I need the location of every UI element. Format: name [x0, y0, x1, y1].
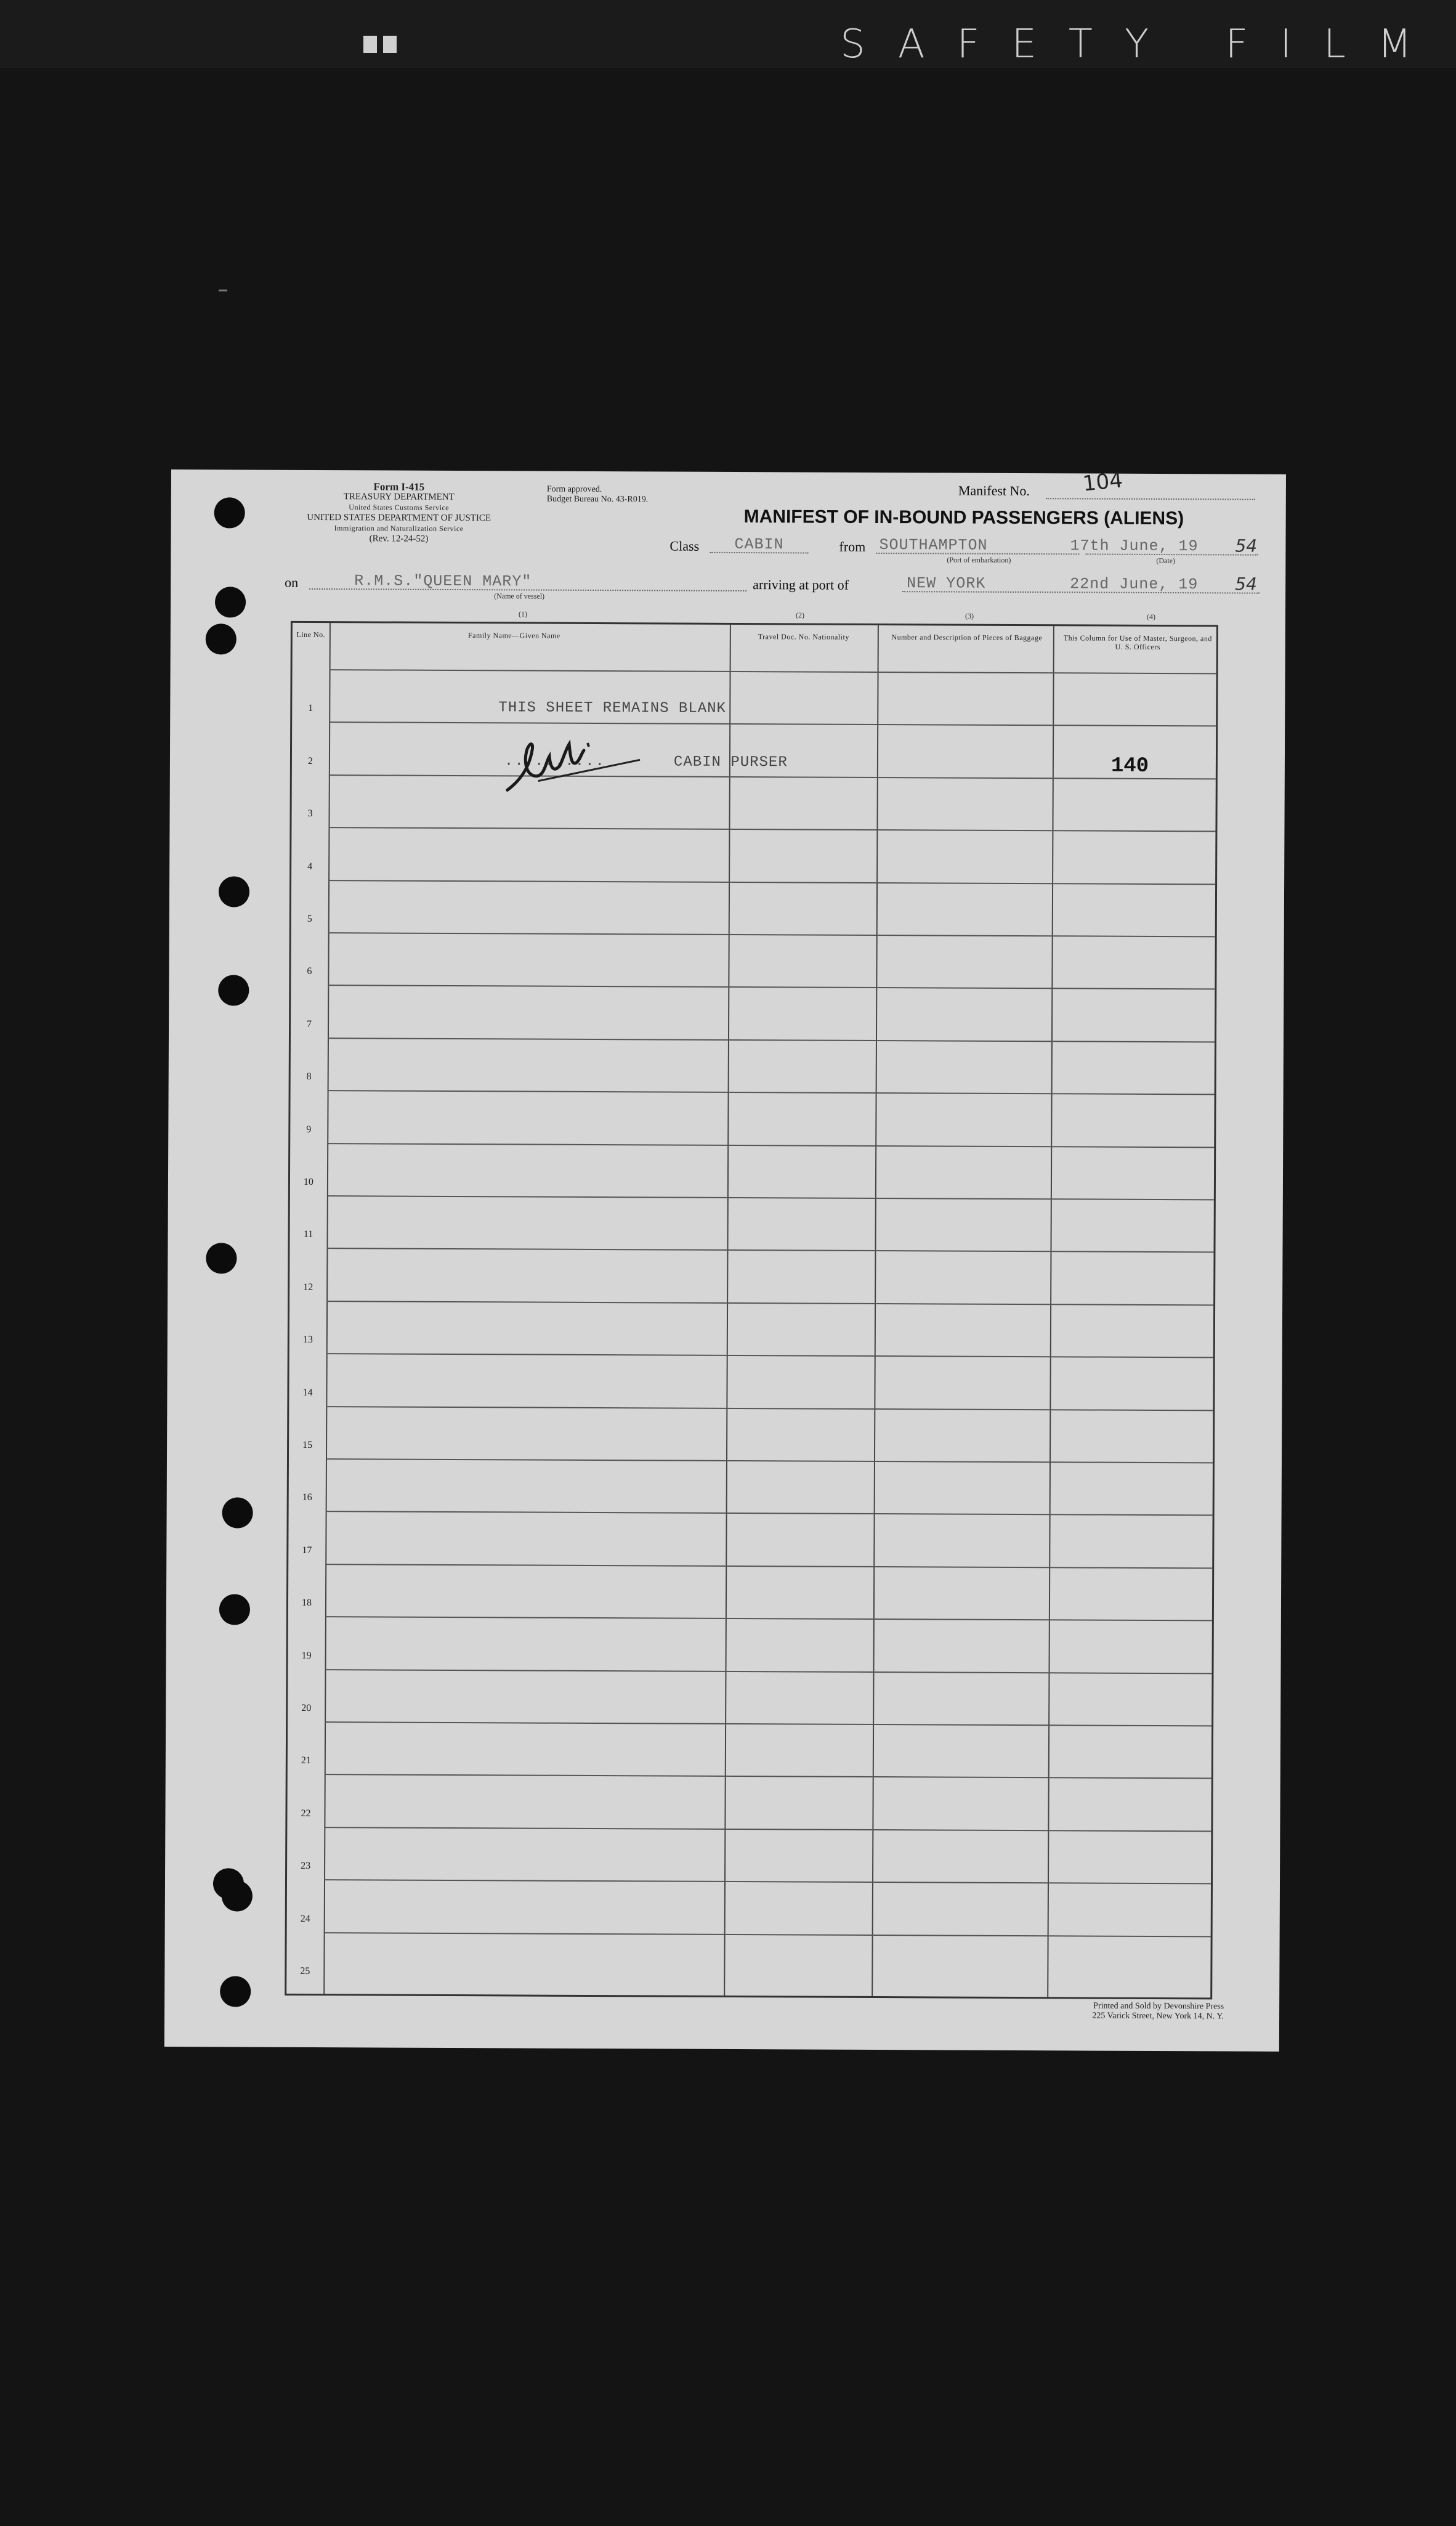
punch-hole [214, 497, 245, 528]
embark-date: 17th June, 19 [1070, 537, 1199, 556]
punch-hole [219, 876, 249, 907]
row-rule [325, 1564, 1212, 1569]
line-number: 6 [307, 966, 312, 977]
header-name: Family Name—Given Name [467, 631, 560, 640]
form-approval [547, 485, 649, 505]
line-number: 19 [301, 1650, 312, 1661]
form-approved-text: Form approved. [546, 484, 602, 495]
officer-stamp-number: 140 [1110, 754, 1149, 778]
film-edge-marks [363, 36, 403, 56]
row-rule [325, 1616, 1212, 1621]
passenger-table [285, 621, 1218, 2000]
purser-signature [501, 731, 643, 800]
row-rule [328, 1038, 1215, 1042]
arrival-date: 22nd June, 19 [1070, 575, 1199, 594]
punch-hole [215, 587, 246, 617]
row-rule [324, 1932, 1211, 1937]
row-rule [329, 722, 1216, 727]
arriving-label: arriving at port of [753, 577, 849, 593]
header-travel-doc: Travel Doc. No. Nationality [758, 632, 849, 641]
vessel-caption: (Name of vessel) [494, 591, 545, 601]
line-number: 24 [300, 1913, 310, 1924]
on-label: on [285, 574, 299, 590]
form-issuer-block [288, 481, 509, 545]
row-rule [328, 1090, 1215, 1095]
printer-line-2: 225 Varick Street, New York 14, N. Y. [1092, 2011, 1224, 2021]
punch-hole [218, 975, 249, 1005]
manifest-no-value: 104 [1082, 468, 1124, 497]
row-rule [328, 985, 1215, 990]
from-label: from [839, 538, 866, 554]
row-rule [327, 1195, 1214, 1200]
printer-line-1: Printed and Sold by Devonshire Press [1093, 2001, 1224, 2012]
row-rule [324, 1827, 1211, 1832]
line-number: 9 [306, 1124, 312, 1135]
header-baggage: Number and Description of Pieces of Baggage [891, 633, 1043, 643]
row-rule [325, 1774, 1211, 1779]
punch-hole [206, 623, 237, 654]
row-rule [328, 880, 1215, 885]
row-rule [327, 1143, 1214, 1148]
line-number: 12 [303, 1281, 313, 1293]
date-caption: (Date) [1156, 556, 1176, 566]
customs-service: United States Customs Service [349, 503, 450, 512]
class-label: Class [669, 538, 700, 554]
manifest-page [164, 469, 1286, 2052]
manifest-no-label: Manifest No. [958, 482, 1030, 499]
signature-dots: .......... [504, 753, 606, 771]
line-number: 25 [300, 1965, 310, 1977]
signer-title: CABIN PURSER [673, 753, 788, 771]
line-number: 10 [303, 1176, 313, 1188]
line-number: 23 [301, 1861, 311, 1872]
port-embark-value: SOUTHAMPTON [879, 536, 988, 554]
film-edge-text: SAFETY FILM [840, 22, 1444, 67]
col-divider [323, 623, 331, 1994]
justice-dept: UNITED STATES DEPARTMENT OF JUSTICE [307, 512, 491, 524]
punch-hole [220, 1976, 251, 2007]
punch-hole [219, 1594, 250, 1625]
film-speck [219, 290, 227, 291]
header-officers: This Column for Use of Master, Surgeon, and U. S. Officers [1063, 633, 1212, 652]
punch-hole [222, 1880, 253, 1911]
line-number: 14 [302, 1387, 313, 1398]
row-rule [325, 1721, 1211, 1726]
col-num-3: (3) [965, 611, 974, 620]
line-number: 7 [307, 1018, 312, 1029]
col-divider [1047, 626, 1054, 1997]
line-number: 16 [302, 1492, 312, 1503]
col-divider [724, 625, 731, 1996]
line-number: 17 [302, 1545, 312, 1556]
line-number: 20 [301, 1702, 312, 1714]
line-number: 4 [307, 861, 313, 872]
budget-bureau-text: Budget Bureau No. 43-R019. [546, 494, 649, 505]
line-number: 15 [302, 1439, 313, 1451]
line-number: 13 [302, 1334, 313, 1346]
ins-service: Immigration and Naturalization Service [334, 524, 464, 534]
row-rule [326, 1248, 1213, 1253]
header-line-no: Line No. [296, 630, 326, 640]
arrival-year: 54 [1235, 574, 1257, 595]
row-rule [329, 774, 1216, 779]
printer-credit [1039, 2001, 1224, 2021]
col-num-1: (1) [518, 609, 528, 619]
col-divider [872, 625, 879, 1996]
row-rule [328, 827, 1215, 832]
form-number: Form I-415 [373, 481, 425, 493]
revision-date: (Rev. 12-24-52) [369, 534, 429, 544]
line-number: 5 [307, 913, 312, 925]
row-rule [324, 1879, 1211, 1884]
row-rule [326, 1458, 1213, 1463]
class-value: CABIN [734, 535, 784, 554]
film-edge [0, 0, 1456, 68]
col-num-4: (4) [1146, 612, 1156, 621]
treasury-dept: TREASURY DEPARTMENT [343, 492, 455, 503]
line-number: 3 [307, 808, 313, 819]
line-number: 8 [306, 1071, 312, 1082]
punch-hole [222, 1497, 253, 1528]
row-rule [325, 1669, 1211, 1674]
port-embark-caption: (Port of embarkation) [947, 555, 1011, 564]
line-number: 2 [307, 755, 313, 766]
manifest-title: MANIFEST OF IN-BOUND PASSENGERS (ALIENS) [743, 506, 1184, 529]
col-num-2: (2) [795, 611, 805, 620]
line-number: 1 [308, 703, 313, 714]
row-rule [326, 1301, 1213, 1306]
row-rule [326, 1511, 1213, 1516]
line-number: 21 [301, 1755, 311, 1766]
line-number: 18 [301, 1598, 312, 1609]
row-rule [326, 1406, 1213, 1411]
line-number: 11 [303, 1229, 313, 1240]
vessel-name: R.M.S."QUEEN MARY" [354, 572, 532, 591]
row-rule [326, 1353, 1213, 1358]
blank-sheet-note: THIS SHEET REMAINS BLANK [498, 699, 727, 717]
punch-hole [206, 1243, 237, 1273]
embark-year: 54 [1235, 535, 1258, 556]
port-arrival: NEW YORK [907, 574, 986, 593]
manifest-no-line [1046, 498, 1255, 500]
row-rule [328, 932, 1215, 937]
line-number: 22 [301, 1808, 311, 1819]
